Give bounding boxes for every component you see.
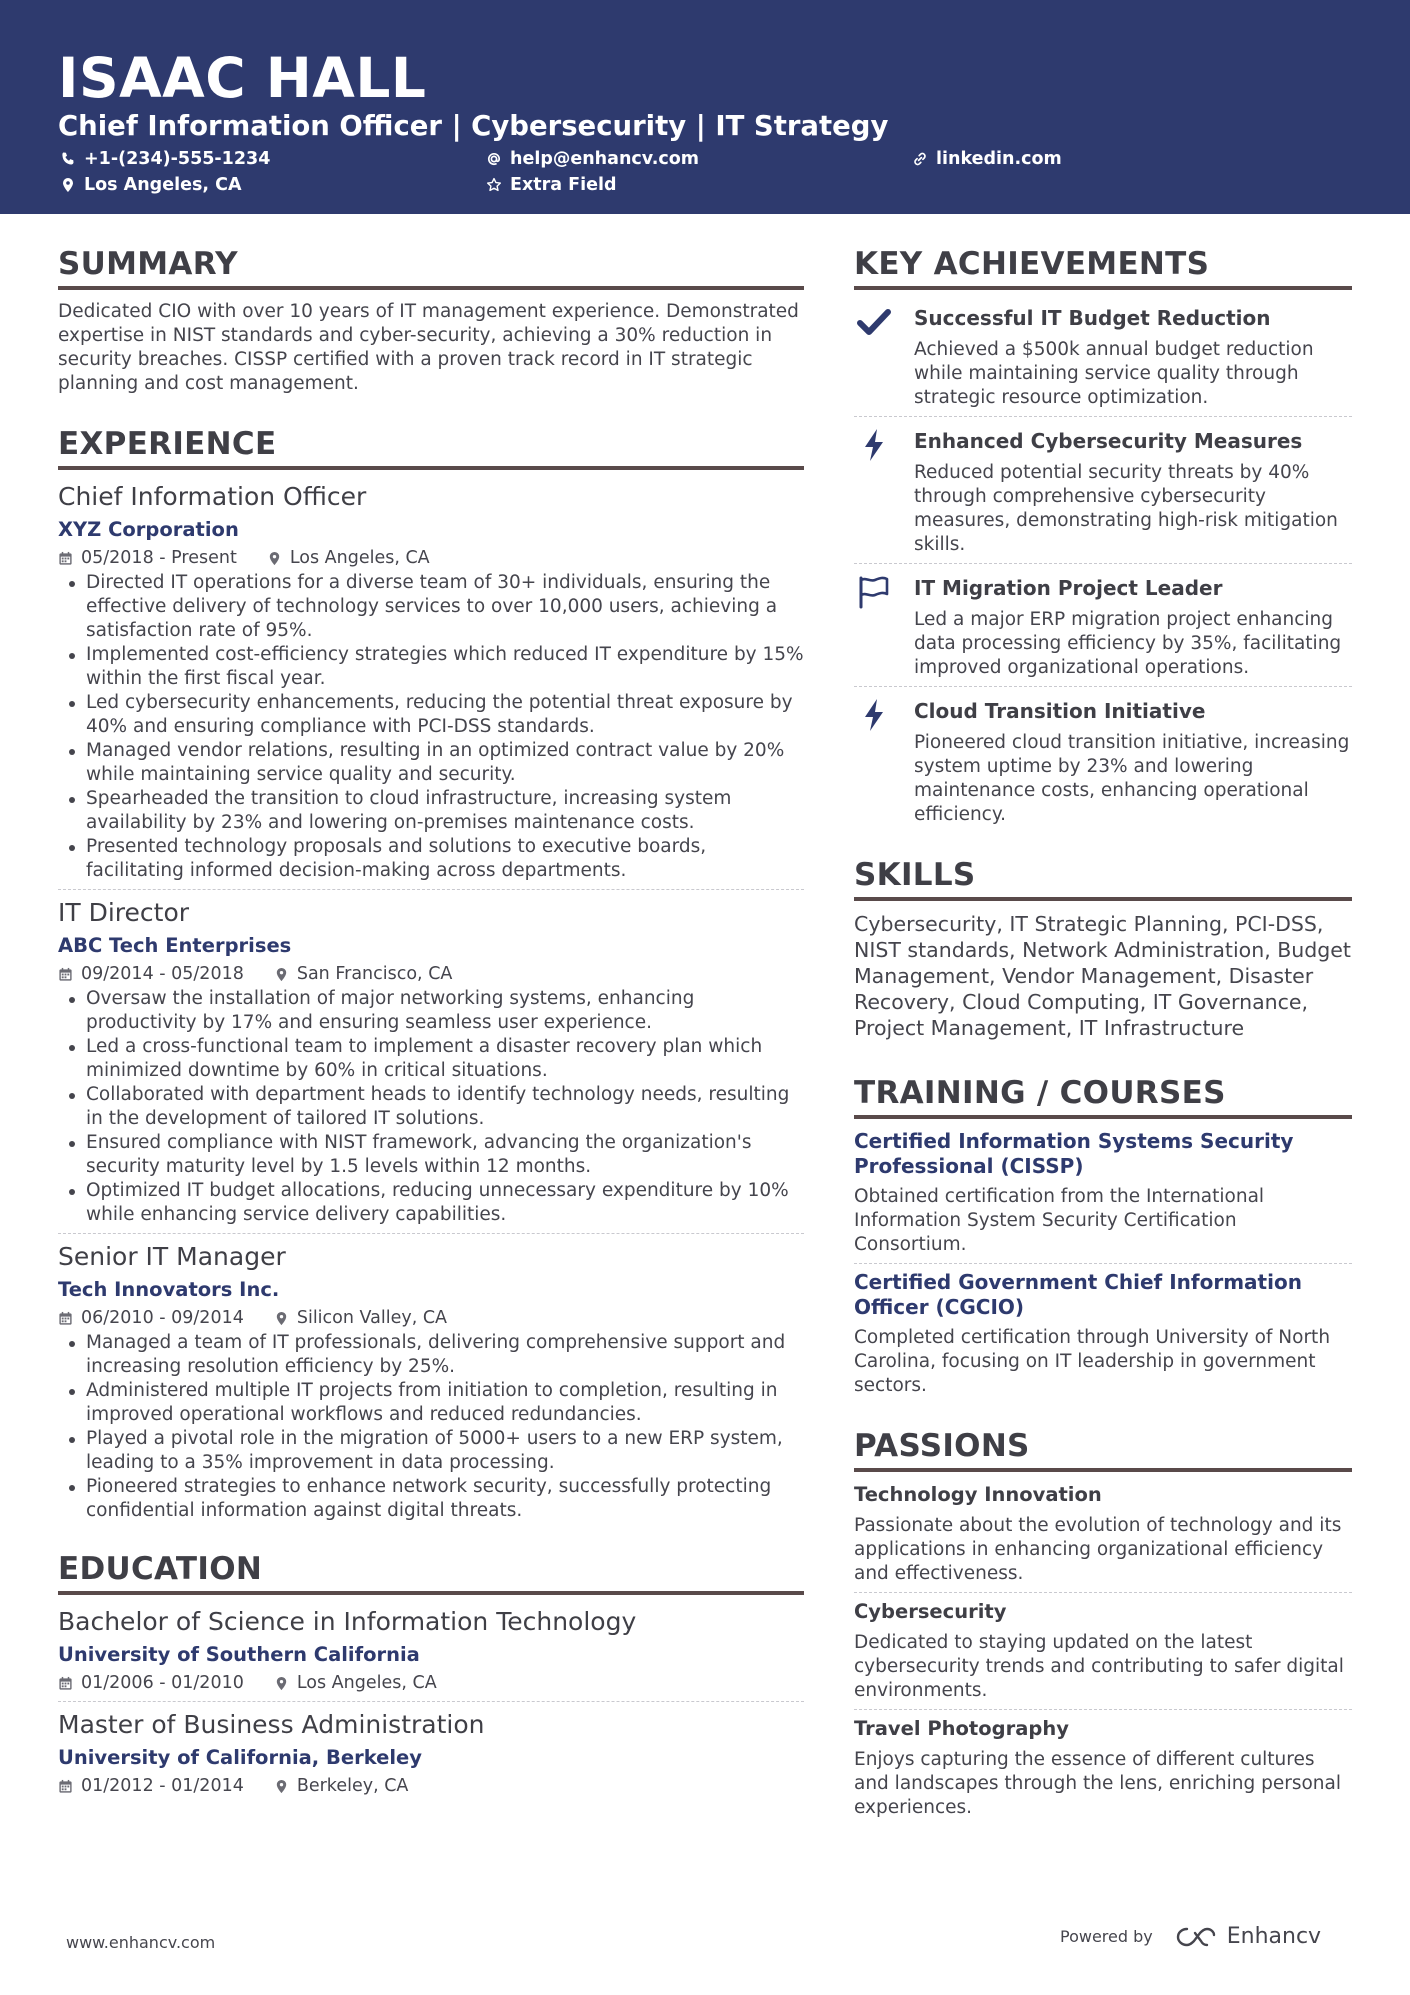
left-column [58,244,804,1798]
bullet-item: Managed a team of IT professionals, delivering comprehensive support and increasing resolution efficiency by 25%. [58,1331,804,1379]
achievement-desc: Led a major ERP migration project enhancing data processing efficiency by 35%, facilitating improved organizational operations. [914,609,1342,678]
job-title: Chief Information Officer [58,482,367,511]
bullet-item: Ensured compliance with NIST framework, advancing the organization's security maturity level by 1.5 levels within 12 months. [58,1131,804,1179]
calendar-icon [58,1779,73,1794]
bullet-item: Optimized IT budget allocations, reducing unnecessary expenditure by 10% while enhancing service delivery capabilities. [58,1179,804,1227]
bullet-item: Oversaw the installation of major networking systems, enhancing productivity by 17% and ensuring seamless user experience. [58,987,804,1035]
job-meta [58,546,804,570]
skills-heading: SKILLS [854,855,1352,901]
candidate-name: ISAAC HALL [58,46,427,110]
course-desc: Completed certification through University of North Carolina, focusing on IT leadership in government sectors. [854,1327,1331,1396]
bullet-item: Played a pivotal role in the migration of 5000+ users to a new ERP system, leading to a 35% improvement in data processing. [58,1427,804,1475]
calendar-icon [58,1311,73,1326]
job-location: San Francisco, CA [296,964,453,984]
divider [854,1592,1352,1593]
achievement-item [854,570,1352,680]
divider [854,686,1352,687]
job-dates: 09/2014 - 05/2018 [81,964,244,984]
at-icon [486,151,502,167]
passion-title: Travel Photography [854,1717,1069,1740]
achievement-title: Enhanced Cybersecurity Measures [914,429,1303,453]
experience-heading: EXPERIENCE [58,424,804,470]
job-dates: 05/2018 - Present [81,548,237,568]
education-location: Los Angeles, CA [296,1673,437,1693]
passion-item [854,1599,1352,1703]
course-desc: Obtained certification from the International Information System Security Certification Consortium. [854,1186,1265,1255]
passion-title: Technology Innovation [854,1483,1102,1506]
job-bullets [58,987,804,1227]
school-name: University of Southern California [58,1643,420,1666]
job-entry [58,480,804,883]
passion-title: Cybersecurity [854,1600,1007,1623]
bullet-item: Pioneered strategies to enhance network security, successfully protecting confidential information against digital threats. [58,1475,804,1523]
contact-email[interactable]: help@enhancv.com [486,148,699,170]
right-column [854,244,1352,1820]
achievement-title: Cloud Transition Initiative [914,699,1206,723]
achievements-heading: KEY ACHIEVEMENTS [854,244,1352,290]
skills-list: Cybersecurity, IT Strategic Planning, PCI-DSS, NIST standards, Network Administration, Budget Management, Vendor Management, Disaster Recovery, Cloud Computing, IT Governance, Project Management, IT Infrastructure [854,912,1351,1040]
summary-heading: SUMMARY [58,244,804,290]
company-name: XYZ Corporation [58,518,239,541]
bullet-item: Led cybersecurity enhancements, reducing the potential threat exposure by 40% and ensuring compliance with PCI-DSS standards. [58,691,804,739]
course-title: Certified Government Chief Information Officer (CGCIO) [854,1270,1302,1319]
location-pin-icon [267,551,282,566]
flag-icon [856,574,892,610]
lightning-icon [856,697,892,733]
job-location: Los Angeles, CA [289,548,430,568]
course-item [854,1129,1352,1257]
location-pin-icon [274,1779,289,1794]
candidate-title: Chief Information Officer | Cybersecurity | IT Strategy [58,110,889,142]
education-entry [58,1708,804,1798]
location-pin-icon [274,967,289,982]
footer-branding [1060,1924,1321,1949]
location-pin-icon [274,1676,289,1691]
lightning-icon [856,427,892,463]
powered-by-label: Powered by [1060,1927,1153,1946]
job-meta [58,1306,804,1330]
passions-heading: PASSIONS [854,1426,1352,1472]
divider [854,416,1352,417]
company-name: ABC Tech Enterprises [58,934,292,957]
bullet-item: Administered multiple IT projects from initiation to completion, resulting in improved operational workflows and reduced redundancies. [58,1379,804,1427]
summary-text: Dedicated CIO with over 10 years of IT management experience. Demonstrated expertise in NIST standards and cyber-security, achieving a 30% reduction in security breaches. CISSP certified with a proven track record in IT strategic planning and cost management. [58,301,799,394]
divider [854,1709,1352,1710]
job-title: IT Director [58,898,190,927]
calendar-icon [58,551,73,566]
enhancv-logo-icon [1175,1925,1219,1949]
education-entry [58,1605,804,1695]
divider [58,889,804,890]
bullet-item: Led a cross-functional team to implement a disaster recovery plan which minimized downtime by 60% in critical situations. [58,1035,804,1083]
passion-desc: Passionate about the evolution of technology and its applications in enhancing organizational efficiency and effectiveness. [854,1515,1342,1584]
calendar-icon [58,1676,73,1691]
passion-item [854,1716,1352,1820]
passion-item [854,1482,1352,1586]
achievement-item [854,693,1352,827]
brand-name: Enhancv [1226,1924,1322,1949]
contact-extra: Extra Field [486,174,617,196]
school-name: University of California, Berkeley [58,1746,422,1769]
divider [58,1701,804,1702]
phone-icon [60,151,76,167]
achievement-desc: Pioneered cloud transition initiative, increasing system uptime by 23% and lowering maintenance costs, enhancing operational efficiency. [914,732,1350,825]
achievement-desc: Achieved a $500k annual budget reduction while maintaining service quality through strategic resource optimization. [914,339,1314,408]
star-icon [486,177,502,193]
company-name: Tech Innovators Inc. [58,1278,280,1301]
bullet-item: Collaborated with department heads to identify technology needs, resulting in the development of tailored IT solutions. [58,1083,804,1131]
achievement-title: IT Migration Project Leader [914,576,1223,600]
bullet-item: Managed vendor relations, resulting in an optimized contract value by 20% while maintaining service quality and security. [58,739,804,787]
calendar-icon [58,967,73,982]
footer-website[interactable]: www.enhancv.com [66,1933,216,1952]
checkmark-icon [856,304,892,340]
location-pin-icon [274,1311,289,1326]
passion-desc: Dedicated to staying updated on the latest cybersecurity trends and contributing to safer digital environments. [854,1632,1344,1701]
education-heading: EDUCATION [58,1549,804,1595]
achievement-item [854,300,1352,410]
achievement-desc: Reduced potential security threats by 40% through comprehensive cybersecurity measures, demonstrating high-risk mitigation skills. [914,462,1338,555]
job-dates: 06/2010 - 09/2014 [81,1308,244,1328]
location-pin-icon [60,177,76,193]
education-dates: 01/2012 - 01/2014 [81,1776,244,1796]
contact-phone[interactable]: +1-(234)-555-1234 [60,148,270,170]
job-bullets [58,571,804,883]
divider [854,1263,1352,1264]
job-entry [58,896,804,1227]
divider [58,1233,804,1234]
contact-location: Los Angeles, CA [60,174,242,196]
link-icon [912,151,928,167]
degree-title: Bachelor of Science in Information Technology [58,1607,637,1636]
bullet-item: Directed IT operations for a diverse team of 30+ individuals, ensuring the effective delivery of technology services to over 10,000 users, achieving a satisfaction rate of 95%. [58,571,804,643]
contact-linkedin[interactable]: linkedin.com [912,148,1062,170]
education-meta [58,1671,804,1695]
education-meta [58,1774,804,1798]
job-entry [58,1240,804,1523]
course-title: Certified Information Systems Security Professional (CISSP) [854,1129,1294,1178]
job-title: Senior IT Manager [58,1242,286,1271]
bullet-item: Spearheaded the transition to cloud infrastructure, increasing system availability by 23% and lowering on-premises maintenance costs. [58,787,804,835]
bullet-item: Presented technology proposals and solutions to executive boards, facilitating informed decision-making across departments. [58,835,804,883]
achievement-title: Successful IT Budget Reduction [914,306,1271,330]
education-location: Berkeley, CA [296,1776,409,1796]
education-dates: 01/2006 - 01/2010 [81,1673,244,1693]
job-location: Silicon Valley, CA [296,1308,448,1328]
degree-title: Master of Business Administration [58,1710,485,1739]
passion-desc: Enjoys capturing the essence of different cultures and landscapes through the lens, enriching personal experiences. [854,1749,1342,1818]
achievement-item [854,423,1352,557]
job-meta [58,962,804,986]
enhancv-logo[interactable] [1175,1924,1321,1949]
training-heading: TRAINING / COURSES [854,1073,1352,1119]
bullet-item: Implemented cost-efficiency strategies which reduced IT expenditure by 15% within the first fiscal year. [58,643,804,691]
resume-header [0,0,1410,214]
divider [854,563,1352,564]
course-item [854,1270,1352,1398]
job-bullets [58,1331,804,1523]
